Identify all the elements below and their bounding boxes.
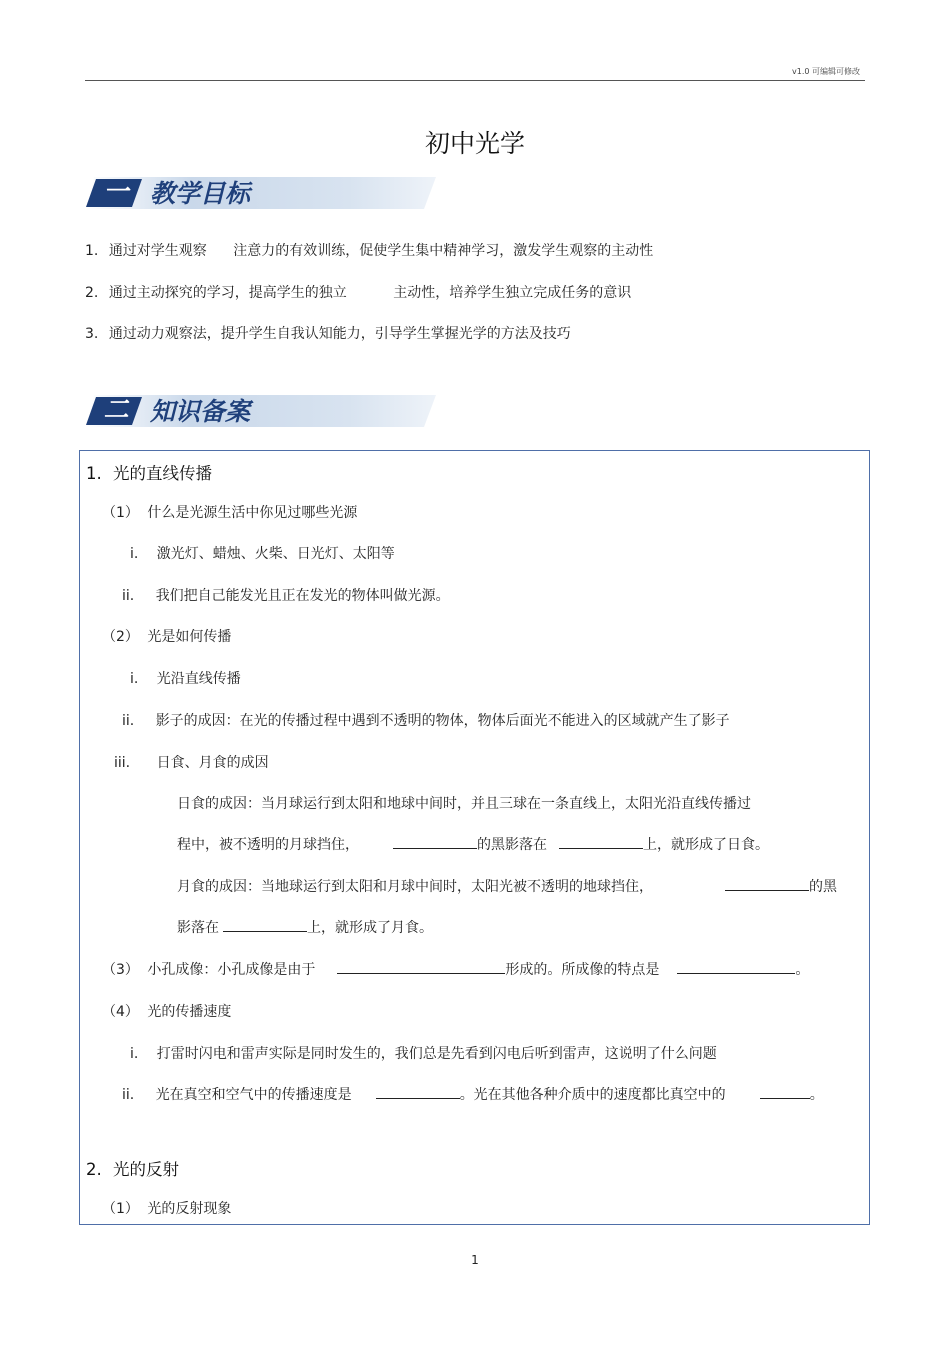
goal-text: 通过对学生观察 (108, 243, 207, 259)
item-number: i. (130, 546, 139, 562)
item-text: 形成的。所成像的特点是 (505, 962, 660, 978)
section-heading (86, 460, 212, 484)
fill-blank[interactable] (677, 961, 795, 974)
text-run: 程中，被不透明的月球挡住， (177, 837, 359, 853)
text-run: 上，就形成了月食。 (307, 920, 433, 936)
item-number: i. (130, 1046, 139, 1062)
list-item (130, 668, 241, 688)
list-item (102, 959, 809, 979)
goal-number: 2. (85, 285, 99, 301)
goal-text: 通过动力观察法，提升学生自我认知能力，引导学生掌握光学的方法及技巧 (108, 326, 571, 342)
section-banner-goals (86, 175, 436, 211)
list-item (102, 502, 357, 522)
list-item (122, 585, 450, 605)
item-text: 光沿直线传播 (156, 671, 241, 687)
item-text: 。 (795, 962, 810, 978)
version-label: v1.0 可编辑可修改 (792, 67, 860, 76)
goal-text: 主动性，培养学生独立完成任务的意识 (393, 285, 632, 301)
item-text: 激光灯、蜡烛、火柴、日光灯、太阳等 (156, 546, 395, 562)
item-number: （1） (102, 505, 139, 521)
item-text: 日食、月食的成因 (156, 755, 269, 771)
text-run: 的黑影落在 (477, 837, 547, 853)
item-number: ii. (122, 1087, 135, 1103)
item-text: 小孔成像：小孔成像是由于 (147, 962, 316, 978)
item-text: 光的反射现象 (147, 1201, 232, 1217)
item-text: 光是如何传播 (147, 629, 232, 645)
list-item (102, 626, 231, 646)
fill-blank[interactable] (760, 1086, 810, 1099)
section-number: 1. (86, 464, 102, 483)
text-run: 的黑 (809, 879, 837, 895)
list-item (102, 1198, 231, 1218)
item-text: 打雷时闪电和雷声实际是同时发生的，我们总是先看到闪电后听到雷声，这说明了什么问题 (156, 1046, 717, 1062)
text-run: 上，就形成了日食。 (643, 837, 769, 853)
goal-item (85, 323, 571, 343)
page-number: 1 (471, 1253, 479, 1267)
goal-text: 通过主动探究的学习，提高学生的独立 (108, 285, 347, 301)
goal-number: 3. (85, 326, 99, 342)
item-text: 光在真空和空气中的传播速度是 (155, 1087, 352, 1103)
goal-number: 1. (85, 243, 99, 259)
banner-label: 知识备案 (150, 397, 251, 426)
section-heading (86, 1156, 179, 1180)
list-item (102, 1001, 231, 1021)
fill-blank[interactable] (393, 836, 477, 849)
list-item (122, 1084, 824, 1104)
page-title: 初中光学 (424, 129, 525, 158)
text-run: 月食的成因：当地球运行到太阳和月球中间时，太阳光被不透明的地球挡住， (177, 879, 653, 895)
fill-blank[interactable] (725, 878, 809, 891)
goal-item (85, 240, 653, 260)
item-text: 什么是光源生活中你见过哪些光源 (147, 505, 358, 521)
list-item (122, 710, 730, 730)
item-number: ii. (122, 588, 135, 604)
item-number: i. (130, 671, 139, 687)
section-title: 光的直线传播 (113, 464, 212, 483)
item-number: iii. (114, 755, 131, 771)
section-number: 2. (86, 1160, 102, 1179)
paragraph-line (177, 834, 769, 854)
fill-blank[interactable] (559, 836, 643, 849)
item-text: 我们把自己能发光且正在发光的物体叫做光源。 (155, 588, 450, 604)
item-number: （3） (102, 962, 139, 978)
goal-text: 注意力的有效训练，促使学生集中精神学习，激发学生观察的主动性 (233, 243, 654, 259)
fill-blank[interactable] (223, 919, 307, 932)
fill-blank[interactable] (376, 1086, 460, 1099)
header-rule (85, 80, 865, 81)
section-banner-knowledge (86, 393, 436, 429)
banner-label: 教学目标 (150, 179, 251, 208)
item-number: ii. (122, 713, 135, 729)
item-text: 。光在其他各种介质中的速度都比真空中的 (459, 1087, 726, 1103)
paragraph-line (177, 917, 433, 937)
item-text: 。 (809, 1087, 824, 1103)
banner-number: 一 (103, 177, 129, 206)
goal-item (85, 282, 631, 302)
text-run: 影落在 (177, 920, 219, 936)
banner-number: 二 (103, 395, 129, 424)
fill-blank[interactable] (337, 961, 505, 974)
item-number: （2） (102, 629, 139, 645)
list-item (130, 543, 395, 563)
section-title: 光的反射 (113, 1160, 179, 1179)
paragraph-line (177, 876, 837, 896)
item-number: （1） (102, 1201, 139, 1217)
item-text: 光的传播速度 (147, 1004, 232, 1020)
item-number: （4） (102, 1004, 139, 1020)
list-item (130, 1043, 717, 1063)
paragraph-line: 日食的成因：当月球运行到太阳和地球中间时，并且三球在一条直线上，太阳光沿直线传播过 (177, 796, 751, 812)
list-item (114, 752, 269, 772)
item-text: 影子的成因：在光的传播过程中遇到不透明的物体，物体后面光不能进入的区域就产生了影子 (155, 713, 730, 729)
